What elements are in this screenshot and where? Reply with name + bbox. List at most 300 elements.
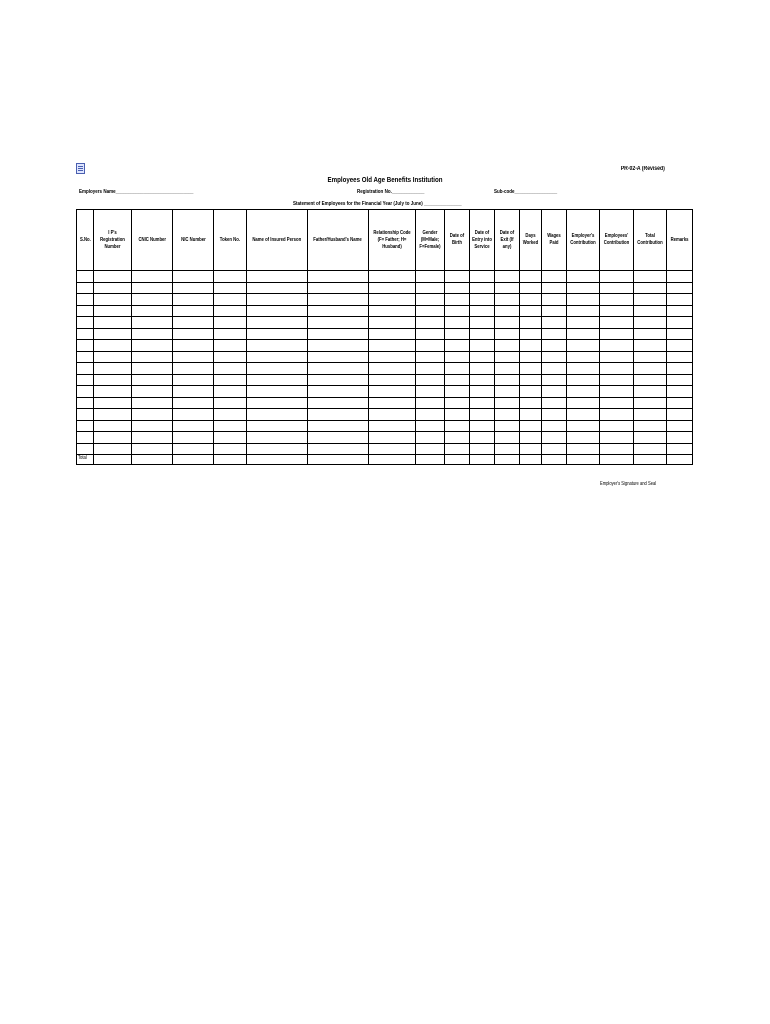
table-cell[interactable]: [77, 305, 94, 317]
table-cell[interactable]: [173, 409, 214, 421]
table-cell[interactable]: [600, 443, 634, 455]
table-cell[interactable]: [542, 294, 567, 306]
table-cell[interactable]: [634, 282, 667, 294]
table-cell[interactable]: [445, 363, 470, 375]
table-cell[interactable]: [634, 443, 667, 455]
table-cell[interactable]: [247, 317, 308, 329]
table-cell[interactable]: [495, 397, 520, 409]
total-cell[interactable]: [542, 455, 567, 465]
table-cell[interactable]: [247, 351, 308, 363]
table-cell[interactable]: [634, 340, 667, 352]
table-cell[interactable]: [132, 432, 173, 444]
table-cell[interactable]: [369, 432, 416, 444]
table-cell[interactable]: [667, 386, 693, 398]
table-cell[interactable]: [542, 340, 567, 352]
table-cell[interactable]: [132, 397, 173, 409]
table-cell[interactable]: [542, 397, 567, 409]
table-cell[interactable]: [445, 340, 470, 352]
total-cell[interactable]: [369, 455, 416, 465]
table-cell[interactable]: [94, 443, 132, 455]
table-cell[interactable]: [173, 305, 214, 317]
table-cell[interactable]: [542, 271, 567, 283]
table-cell[interactable]: [542, 351, 567, 363]
table-cell[interactable]: [634, 317, 667, 329]
table-cell[interactable]: [214, 443, 247, 455]
table-cell[interactable]: [520, 432, 542, 444]
table-cell[interactable]: [308, 420, 369, 432]
table-cell[interactable]: [369, 363, 416, 375]
total-cell[interactable]: [567, 455, 600, 465]
table-cell[interactable]: [132, 305, 173, 317]
table-cell[interactable]: [173, 328, 214, 340]
table-cell[interactable]: [94, 420, 132, 432]
table-cell[interactable]: [308, 340, 369, 352]
table-cell[interactable]: [247, 340, 308, 352]
total-cell[interactable]: [495, 455, 520, 465]
table-cell[interactable]: [542, 363, 567, 375]
table-cell[interactable]: [369, 374, 416, 386]
table-cell[interactable]: [567, 317, 600, 329]
table-cell[interactable]: [247, 363, 308, 375]
table-cell[interactable]: [77, 409, 94, 421]
table-cell[interactable]: [470, 328, 495, 340]
total-cell[interactable]: [667, 455, 693, 465]
table-cell[interactable]: [470, 271, 495, 283]
table-cell[interactable]: [520, 374, 542, 386]
table-cell[interactable]: [173, 317, 214, 329]
table-cell[interactable]: [173, 271, 214, 283]
table-cell[interactable]: [634, 432, 667, 444]
table-cell[interactable]: [308, 351, 369, 363]
table-cell[interactable]: [77, 282, 94, 294]
table-cell[interactable]: [567, 271, 600, 283]
table-cell[interactable]: [132, 363, 173, 375]
table-cell[interactable]: [445, 374, 470, 386]
table-cell[interactable]: [369, 328, 416, 340]
table-cell[interactable]: [416, 282, 445, 294]
table-cell[interactable]: [600, 351, 634, 363]
table-cell[interactable]: [600, 294, 634, 306]
table-cell[interactable]: [520, 282, 542, 294]
table-cell[interactable]: [495, 328, 520, 340]
table-cell[interactable]: [94, 305, 132, 317]
table-cell[interactable]: [470, 363, 495, 375]
table-cell[interactable]: [470, 432, 495, 444]
table-cell[interactable]: [247, 432, 308, 444]
table-cell[interactable]: [94, 282, 132, 294]
table-cell[interactable]: [308, 328, 369, 340]
table-cell[interactable]: [470, 443, 495, 455]
table-cell[interactable]: [94, 294, 132, 306]
table-cell[interactable]: [132, 409, 173, 421]
table-cell[interactable]: [600, 386, 634, 398]
table-cell[interactable]: [77, 386, 94, 398]
table-cell[interactable]: [247, 374, 308, 386]
table-cell[interactable]: [132, 294, 173, 306]
table-cell[interactable]: [77, 363, 94, 375]
table-cell[interactable]: [520, 420, 542, 432]
table-cell[interactable]: [173, 351, 214, 363]
table-cell[interactable]: [600, 271, 634, 283]
table-cell[interactable]: [214, 328, 247, 340]
table-cell[interactable]: [173, 282, 214, 294]
table-cell[interactable]: [445, 317, 470, 329]
table-cell[interactable]: [214, 317, 247, 329]
table-cell[interactable]: [308, 443, 369, 455]
table-cell[interactable]: [520, 294, 542, 306]
table-cell[interactable]: [600, 420, 634, 432]
table-cell[interactable]: [369, 351, 416, 363]
table-cell[interactable]: [94, 432, 132, 444]
table-cell[interactable]: [520, 363, 542, 375]
table-cell[interactable]: [470, 294, 495, 306]
table-cell[interactable]: [470, 409, 495, 421]
table-cell[interactable]: [567, 294, 600, 306]
table-cell[interactable]: [247, 386, 308, 398]
table-cell[interactable]: [247, 305, 308, 317]
total-cell[interactable]: [94, 455, 132, 465]
table-cell[interactable]: [520, 443, 542, 455]
table-cell[interactable]: [470, 340, 495, 352]
table-cell[interactable]: [132, 271, 173, 283]
table-cell[interactable]: [77, 340, 94, 352]
table-cell[interactable]: [308, 386, 369, 398]
table-cell[interactable]: [77, 351, 94, 363]
table-cell[interactable]: [495, 432, 520, 444]
total-cell[interactable]: [132, 455, 173, 465]
table-cell[interactable]: [369, 340, 416, 352]
table-cell[interactable]: [520, 305, 542, 317]
total-cell[interactable]: [416, 455, 445, 465]
table-cell[interactable]: [634, 271, 667, 283]
table-cell[interactable]: [567, 386, 600, 398]
table-cell[interactable]: [667, 432, 693, 444]
table-cell[interactable]: [542, 420, 567, 432]
table-cell[interactable]: [600, 317, 634, 329]
table-cell[interactable]: [520, 409, 542, 421]
table-cell[interactable]: [416, 340, 445, 352]
table-cell[interactable]: [470, 420, 495, 432]
table-cell[interactable]: [369, 443, 416, 455]
table-cell[interactable]: [94, 386, 132, 398]
table-cell[interactable]: [214, 409, 247, 421]
table-cell[interactable]: [247, 271, 308, 283]
table-cell[interactable]: [369, 271, 416, 283]
table-cell[interactable]: [495, 317, 520, 329]
table-cell[interactable]: [214, 432, 247, 444]
table-cell[interactable]: [173, 420, 214, 432]
table-cell[interactable]: [634, 351, 667, 363]
table-cell[interactable]: [495, 443, 520, 455]
table-cell[interactable]: [369, 317, 416, 329]
table-cell[interactable]: [308, 363, 369, 375]
table-cell[interactable]: [600, 374, 634, 386]
table-cell[interactable]: [173, 340, 214, 352]
table-cell[interactable]: [445, 271, 470, 283]
table-cell[interactable]: [542, 305, 567, 317]
table-cell[interactable]: [214, 420, 247, 432]
table-cell[interactable]: [77, 443, 94, 455]
table-cell[interactable]: [567, 432, 600, 444]
table-cell[interactable]: [416, 328, 445, 340]
table-cell[interactable]: [667, 374, 693, 386]
table-cell[interactable]: [132, 282, 173, 294]
table-cell[interactable]: [214, 374, 247, 386]
table-cell[interactable]: [416, 351, 445, 363]
table-cell[interactable]: [369, 386, 416, 398]
table-cell[interactable]: [667, 420, 693, 432]
total-cell[interactable]: [214, 455, 247, 465]
table-cell[interactable]: [416, 271, 445, 283]
table-cell[interactable]: [667, 443, 693, 455]
table-cell[interactable]: [214, 271, 247, 283]
table-cell[interactable]: [667, 305, 693, 317]
total-cell[interactable]: [308, 455, 369, 465]
table-cell[interactable]: [445, 351, 470, 363]
table-cell[interactable]: [77, 432, 94, 444]
table-cell[interactable]: [173, 443, 214, 455]
table-cell[interactable]: [445, 420, 470, 432]
table-cell[interactable]: [542, 409, 567, 421]
table-cell[interactable]: [94, 340, 132, 352]
table-cell[interactable]: [634, 294, 667, 306]
table-cell[interactable]: [445, 305, 470, 317]
table-cell[interactable]: [567, 328, 600, 340]
table-cell[interactable]: [667, 409, 693, 421]
table-cell[interactable]: [416, 374, 445, 386]
table-cell[interactable]: [77, 397, 94, 409]
table-cell[interactable]: [542, 374, 567, 386]
table-cell[interactable]: [567, 397, 600, 409]
table-cell[interactable]: [567, 340, 600, 352]
table-cell[interactable]: [369, 305, 416, 317]
table-cell[interactable]: [600, 282, 634, 294]
table-cell[interactable]: [542, 317, 567, 329]
table-cell[interactable]: [667, 271, 693, 283]
table-cell[interactable]: [667, 363, 693, 375]
table-cell[interactable]: [247, 294, 308, 306]
table-cell[interactable]: [495, 386, 520, 398]
table-cell[interactable]: [667, 351, 693, 363]
table-cell[interactable]: [369, 294, 416, 306]
table-cell[interactable]: [247, 420, 308, 432]
table-cell[interactable]: [369, 420, 416, 432]
table-cell[interactable]: [445, 443, 470, 455]
table-cell[interactable]: [173, 294, 214, 306]
table-cell[interactable]: [495, 351, 520, 363]
table-cell[interactable]: [445, 432, 470, 444]
table-cell[interactable]: [132, 420, 173, 432]
table-cell[interactable]: [667, 282, 693, 294]
table-cell[interactable]: [416, 294, 445, 306]
table-cell[interactable]: [495, 420, 520, 432]
table-cell[interactable]: [567, 363, 600, 375]
table-cell[interactable]: [470, 282, 495, 294]
table-cell[interactable]: [520, 397, 542, 409]
table-cell[interactable]: [132, 386, 173, 398]
table-cell[interactable]: [520, 271, 542, 283]
table-cell[interactable]: [132, 328, 173, 340]
table-cell[interactable]: [369, 409, 416, 421]
table-cell[interactable]: [308, 305, 369, 317]
table-cell[interactable]: [173, 363, 214, 375]
table-cell[interactable]: [247, 409, 308, 421]
table-cell[interactable]: [520, 317, 542, 329]
table-cell[interactable]: [495, 305, 520, 317]
table-cell[interactable]: [470, 397, 495, 409]
table-cell[interactable]: [214, 397, 247, 409]
table-cell[interactable]: [445, 328, 470, 340]
table-cell[interactable]: [308, 374, 369, 386]
table-cell[interactable]: [445, 409, 470, 421]
table-cell[interactable]: [173, 432, 214, 444]
table-cell[interactable]: [308, 409, 369, 421]
table-cell[interactable]: [470, 305, 495, 317]
table-cell[interactable]: [667, 317, 693, 329]
table-cell[interactable]: [634, 305, 667, 317]
table-cell[interactable]: [247, 282, 308, 294]
table-cell[interactable]: [495, 374, 520, 386]
table-cell[interactable]: [567, 305, 600, 317]
table-cell[interactable]: [445, 397, 470, 409]
table-cell[interactable]: [470, 374, 495, 386]
total-cell[interactable]: [247, 455, 308, 465]
table-cell[interactable]: [247, 443, 308, 455]
table-cell[interactable]: [94, 409, 132, 421]
table-cell[interactable]: [369, 282, 416, 294]
table-cell[interactable]: [634, 363, 667, 375]
table-cell[interactable]: [308, 271, 369, 283]
table-cell[interactable]: [567, 443, 600, 455]
table-cell[interactable]: [634, 328, 667, 340]
table-cell[interactable]: [542, 282, 567, 294]
table-cell[interactable]: [600, 432, 634, 444]
table-cell[interactable]: [247, 397, 308, 409]
table-cell[interactable]: [132, 340, 173, 352]
table-cell[interactable]: [634, 374, 667, 386]
table-cell[interactable]: [369, 397, 416, 409]
table-cell[interactable]: [214, 340, 247, 352]
table-cell[interactable]: [567, 409, 600, 421]
total-cell[interactable]: [600, 455, 634, 465]
table-cell[interactable]: [94, 351, 132, 363]
table-cell[interactable]: [600, 328, 634, 340]
table-cell[interactable]: [77, 271, 94, 283]
table-cell[interactable]: [132, 351, 173, 363]
table-cell[interactable]: [567, 420, 600, 432]
table-cell[interactable]: [132, 374, 173, 386]
table-cell[interactable]: [445, 282, 470, 294]
table-cell[interactable]: [600, 363, 634, 375]
table-cell[interactable]: [667, 397, 693, 409]
table-cell[interactable]: [94, 328, 132, 340]
table-cell[interactable]: [495, 294, 520, 306]
table-cell[interactable]: [495, 363, 520, 375]
total-cell[interactable]: [173, 455, 214, 465]
table-cell[interactable]: [173, 397, 214, 409]
table-cell[interactable]: [94, 271, 132, 283]
table-cell[interactable]: [520, 328, 542, 340]
total-cell[interactable]: [470, 455, 495, 465]
table-cell[interactable]: [495, 340, 520, 352]
table-cell[interactable]: [470, 317, 495, 329]
table-cell[interactable]: [634, 420, 667, 432]
table-cell[interactable]: [132, 443, 173, 455]
table-cell[interactable]: [308, 317, 369, 329]
table-cell[interactable]: [214, 351, 247, 363]
table-cell[interactable]: [542, 443, 567, 455]
table-cell[interactable]: [634, 386, 667, 398]
table-cell[interactable]: [214, 363, 247, 375]
table-cell[interactable]: [600, 409, 634, 421]
table-cell[interactable]: [634, 397, 667, 409]
table-cell[interactable]: [416, 397, 445, 409]
table-cell[interactable]: [247, 328, 308, 340]
table-cell[interactable]: [567, 282, 600, 294]
table-cell[interactable]: [634, 409, 667, 421]
table-cell[interactable]: [520, 351, 542, 363]
table-cell[interactable]: [600, 397, 634, 409]
table-cell[interactable]: [542, 386, 567, 398]
table-cell[interactable]: [77, 420, 94, 432]
table-cell[interactable]: [520, 340, 542, 352]
table-cell[interactable]: [308, 294, 369, 306]
table-cell[interactable]: [667, 340, 693, 352]
table-cell[interactable]: [214, 282, 247, 294]
table-cell[interactable]: [416, 386, 445, 398]
table-cell[interactable]: [94, 397, 132, 409]
table-cell[interactable]: [416, 317, 445, 329]
table-cell[interactable]: [77, 374, 94, 386]
table-cell[interactable]: [173, 374, 214, 386]
table-cell[interactable]: [214, 305, 247, 317]
table-cell[interactable]: [94, 363, 132, 375]
table-cell[interactable]: [495, 271, 520, 283]
table-cell[interactable]: [445, 294, 470, 306]
table-cell[interactable]: [542, 328, 567, 340]
table-cell[interactable]: [667, 328, 693, 340]
table-cell[interactable]: [214, 386, 247, 398]
total-cell[interactable]: [445, 455, 470, 465]
table-cell[interactable]: [77, 294, 94, 306]
table-cell[interactable]: [495, 282, 520, 294]
table-cell[interactable]: [600, 305, 634, 317]
table-cell[interactable]: [173, 386, 214, 398]
table-cell[interactable]: [77, 328, 94, 340]
table-cell[interactable]: [308, 282, 369, 294]
table-cell[interactable]: [470, 351, 495, 363]
table-cell[interactable]: [542, 432, 567, 444]
total-cell[interactable]: [634, 455, 667, 465]
table-cell[interactable]: [214, 294, 247, 306]
table-cell[interactable]: [567, 351, 600, 363]
total-cell[interactable]: [520, 455, 542, 465]
table-cell[interactable]: [308, 432, 369, 444]
table-cell[interactable]: [520, 386, 542, 398]
table-cell[interactable]: [132, 317, 173, 329]
table-cell[interactable]: [495, 409, 520, 421]
table-cell[interactable]: [667, 294, 693, 306]
table-cell[interactable]: [470, 386, 495, 398]
table-cell[interactable]: [416, 409, 445, 421]
table-cell[interactable]: [445, 386, 470, 398]
table-cell[interactable]: [416, 443, 445, 455]
table-cell[interactable]: [416, 432, 445, 444]
table-cell[interactable]: [94, 317, 132, 329]
table-cell[interactable]: [94, 374, 132, 386]
table-cell[interactable]: [416, 363, 445, 375]
table-cell[interactable]: [567, 374, 600, 386]
